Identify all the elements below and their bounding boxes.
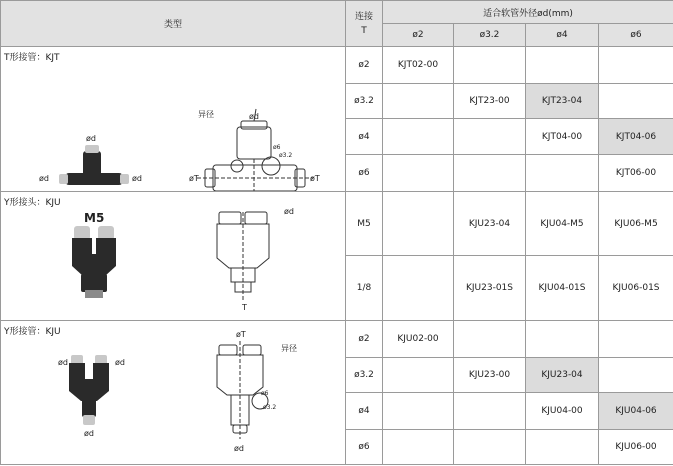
cell-kjuu-1-3: KJU04-M5 bbox=[526, 192, 599, 256]
header-size-32: ø3.2 bbox=[454, 24, 526, 47]
cell-kjut-4-1 bbox=[383, 430, 454, 465]
cell-kjt-2-2: KJT23-00 bbox=[454, 84, 526, 119]
header-size-6: ø6 bbox=[599, 24, 673, 47]
kju-union-photo bbox=[72, 226, 116, 298]
cell-kjut-1-3 bbox=[526, 321, 599, 358]
cell-kjut-2-3: KJU23-04 bbox=[526, 358, 599, 393]
cell-kjuu-1-4: KJU06-M5 bbox=[599, 192, 673, 256]
kjt-reducer-label: 异径 bbox=[198, 110, 214, 119]
kjt-draw-ot-right: øT bbox=[310, 174, 320, 183]
kjt-photo bbox=[59, 145, 129, 185]
kjt-draw-od: ød bbox=[249, 112, 259, 121]
kju-tube-illustration bbox=[1, 321, 346, 465]
connect-kjut-4: ø6 bbox=[346, 430, 383, 465]
cell-kjut-3-2 bbox=[454, 393, 526, 430]
cell-kjuu-2-4: KJU06-01S bbox=[599, 256, 673, 321]
cell-kjut-3-4: KJU04-06 bbox=[599, 393, 673, 430]
connect-kjut-3: ø4 bbox=[346, 393, 383, 430]
cell-kjt-4-1 bbox=[383, 155, 454, 192]
cell-kjut-3-3: KJU04-00 bbox=[526, 393, 599, 430]
kjt-illustration bbox=[1, 47, 346, 192]
header-size-2: ø2 bbox=[383, 24, 454, 47]
kjt-photo-od-left: ød bbox=[39, 174, 49, 183]
kju-tube-photo-od-bottom: ød bbox=[84, 429, 94, 438]
connect-kjt-3: ø4 bbox=[346, 119, 383, 155]
cell-kjut-1-1: KJU02-00 bbox=[383, 321, 454, 358]
kju-union-illustration bbox=[1, 192, 346, 321]
header-size-4: ø4 bbox=[526, 24, 599, 47]
connect-kjt-2: ø3.2 bbox=[346, 84, 383, 119]
kju-union-body-marking: M5 bbox=[84, 211, 105, 225]
kju-tube-draw-od: ød bbox=[234, 444, 244, 453]
cell-kjt-1-3 bbox=[526, 47, 599, 84]
cell-kjt-3-4: KJT04-06 bbox=[599, 119, 673, 155]
header-connect bbox=[346, 1, 383, 47]
cell-kjt-2-1 bbox=[383, 84, 454, 119]
cell-kjuu-2-3: KJU04-01S bbox=[526, 256, 599, 321]
kju-union-line-drawing bbox=[217, 212, 269, 302]
kju-tube-photo-od-left: ød bbox=[58, 358, 68, 367]
cell-kjut-2-2: KJU23-00 bbox=[454, 358, 526, 393]
kju-tube-photo bbox=[69, 355, 109, 425]
type-cell-kju-union bbox=[1, 192, 346, 321]
kjt-photo-od-right: ød bbox=[132, 174, 142, 183]
cell-kjt-2-4 bbox=[599, 84, 673, 119]
connect-kjt-4: ø6 bbox=[346, 155, 383, 192]
connect-kjt-1: ø2 bbox=[346, 47, 383, 84]
type-cell-kjt bbox=[1, 47, 346, 192]
cell-kjt-1-2 bbox=[454, 47, 526, 84]
cell-kjut-1-4 bbox=[599, 321, 673, 358]
kju-tube-dim-32: ø3.2 bbox=[263, 404, 277, 411]
header-connect-sub: T bbox=[361, 25, 367, 36]
kju-tube-reducer-label: 异径 bbox=[281, 344, 297, 353]
connect-kjut-2: ø3.2 bbox=[346, 358, 383, 393]
kjt-photo-od-top: ød bbox=[86, 134, 96, 143]
cell-kjut-4-3 bbox=[526, 430, 599, 465]
cell-kjuu-1-1 bbox=[383, 192, 454, 256]
type-cell-kju-tube bbox=[1, 321, 346, 465]
header-tube-od: 适合软管外径ød(mm) bbox=[383, 1, 673, 24]
cell-kjut-2-4 bbox=[599, 358, 673, 393]
header-connect-label: 连接 bbox=[354, 11, 373, 22]
cell-kjuu-2-2: KJU23-01S bbox=[454, 256, 526, 321]
connect-kjuu-1: M5 bbox=[346, 192, 383, 256]
cell-kjt-2-3: KJT23-04 bbox=[526, 84, 599, 119]
kju-tube-dim-6: ø6 bbox=[261, 390, 269, 397]
header-type: 类型 bbox=[1, 1, 346, 47]
kjt-dim-32: ø3.2 bbox=[279, 152, 293, 159]
cell-kjt-4-2 bbox=[454, 155, 526, 192]
connect-kjut-1: ø2 bbox=[346, 321, 383, 358]
cell-kjut-2-1 bbox=[383, 358, 454, 393]
kjt-line-drawing bbox=[197, 109, 313, 192]
kjt-dim-6: ø6 bbox=[273, 144, 281, 151]
type-label-kjt: T形接管：KJT bbox=[4, 53, 60, 63]
cell-kjut-3-1 bbox=[383, 393, 454, 430]
type-label-kju-union: Y形接头：KJU bbox=[4, 198, 61, 208]
kju-union-draw-od: ød bbox=[284, 207, 294, 216]
cell-kjuu-1-2: KJU23-04 bbox=[454, 192, 526, 256]
kju-union-draw-t: T bbox=[242, 303, 247, 312]
cell-kjut-4-4: KJU06-00 bbox=[599, 430, 673, 465]
connect-kjuu-2: 1/8 bbox=[346, 256, 383, 321]
kju-tube-draw-ot: øT bbox=[236, 330, 246, 339]
cell-kjt-4-4: KJT06-00 bbox=[599, 155, 673, 192]
cell-kjt-1-4 bbox=[599, 47, 673, 84]
cell-kjt-1-1: KJT02-00 bbox=[383, 47, 454, 84]
cell-kjuu-2-1 bbox=[383, 256, 454, 321]
cell-kjt-3-3: KJT04-00 bbox=[526, 119, 599, 155]
type-label-kju-tube: Y形接管：KJU bbox=[4, 327, 61, 337]
cell-kjut-1-2 bbox=[454, 321, 526, 358]
kju-tube-photo-od-right: ød bbox=[115, 358, 125, 367]
cell-kjut-4-2 bbox=[454, 430, 526, 465]
cell-kjt-3-2 bbox=[454, 119, 526, 155]
cell-kjt-4-3 bbox=[526, 155, 599, 192]
kjt-draw-ot-left: øT bbox=[189, 174, 199, 183]
cell-kjt-3-1 bbox=[383, 119, 454, 155]
